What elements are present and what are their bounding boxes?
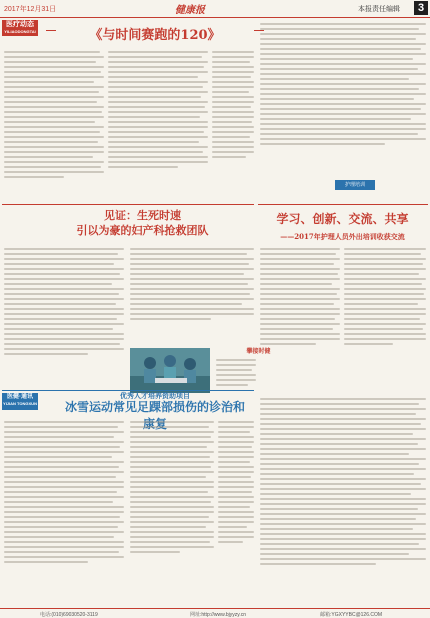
surgery-photo [130,348,210,393]
photo-side-text [216,356,256,392]
article-title-120: 《与时间赛跑的120》 [60,24,250,43]
article3-body-left [260,245,340,390]
section-badge-health: 医健·通讯 YIJIAN TONGXUN [2,393,38,410]
issue-date: 2017年12月31日 [4,6,57,13]
article1-body-left [4,48,104,203]
article1-body-right [212,48,254,203]
article1-body-middle [108,48,208,203]
article-title-nursing: 学习、创新、交流、共享 [276,212,409,226]
right-top-column [260,20,426,180]
footer-website: 网址:http://www.bjyyzy.cn [190,612,247,618]
page-header [0,0,430,18]
article-title-obstetrics: 见证：生死时速 引以为豪的妇产科抢救团队 [76,209,209,237]
article4-body-right [218,418,254,606]
article2-body-right [130,245,254,340]
inline-label: 护理培训 [335,180,375,190]
article-subtitle-nursing: ——2017年护理人员外出培训收获交流 [280,232,405,241]
article-title-ice-sports: 冰雪运动常见足踝部损伤的诊治和康复 [64,400,245,431]
section-label: 本报责任编辑 [358,6,400,13]
footer-email: 邮箱:YGXYYBC@126.COM [320,612,383,618]
article-kicker-talent: 优秀人才培养资助项目 [120,391,190,400]
surgery-photo-art [130,348,210,393]
section-divider [2,204,254,205]
page-number: 3 [414,1,428,15]
footer-phone: 电话:(010)69030520-3119 [40,612,98,618]
right-bottom-column [260,395,426,605]
article4-body-middle [130,418,214,606]
masthead: 健康报 [175,5,205,16]
section-badge-news: 医疗动态 YILIAODONGTAI [2,20,38,36]
section-divider-right [258,204,428,205]
article4-body-left [4,418,124,606]
article2-body-left [4,245,124,390]
photo-caption: 攀接时健 [246,348,271,355]
article3-body-right [344,245,426,390]
